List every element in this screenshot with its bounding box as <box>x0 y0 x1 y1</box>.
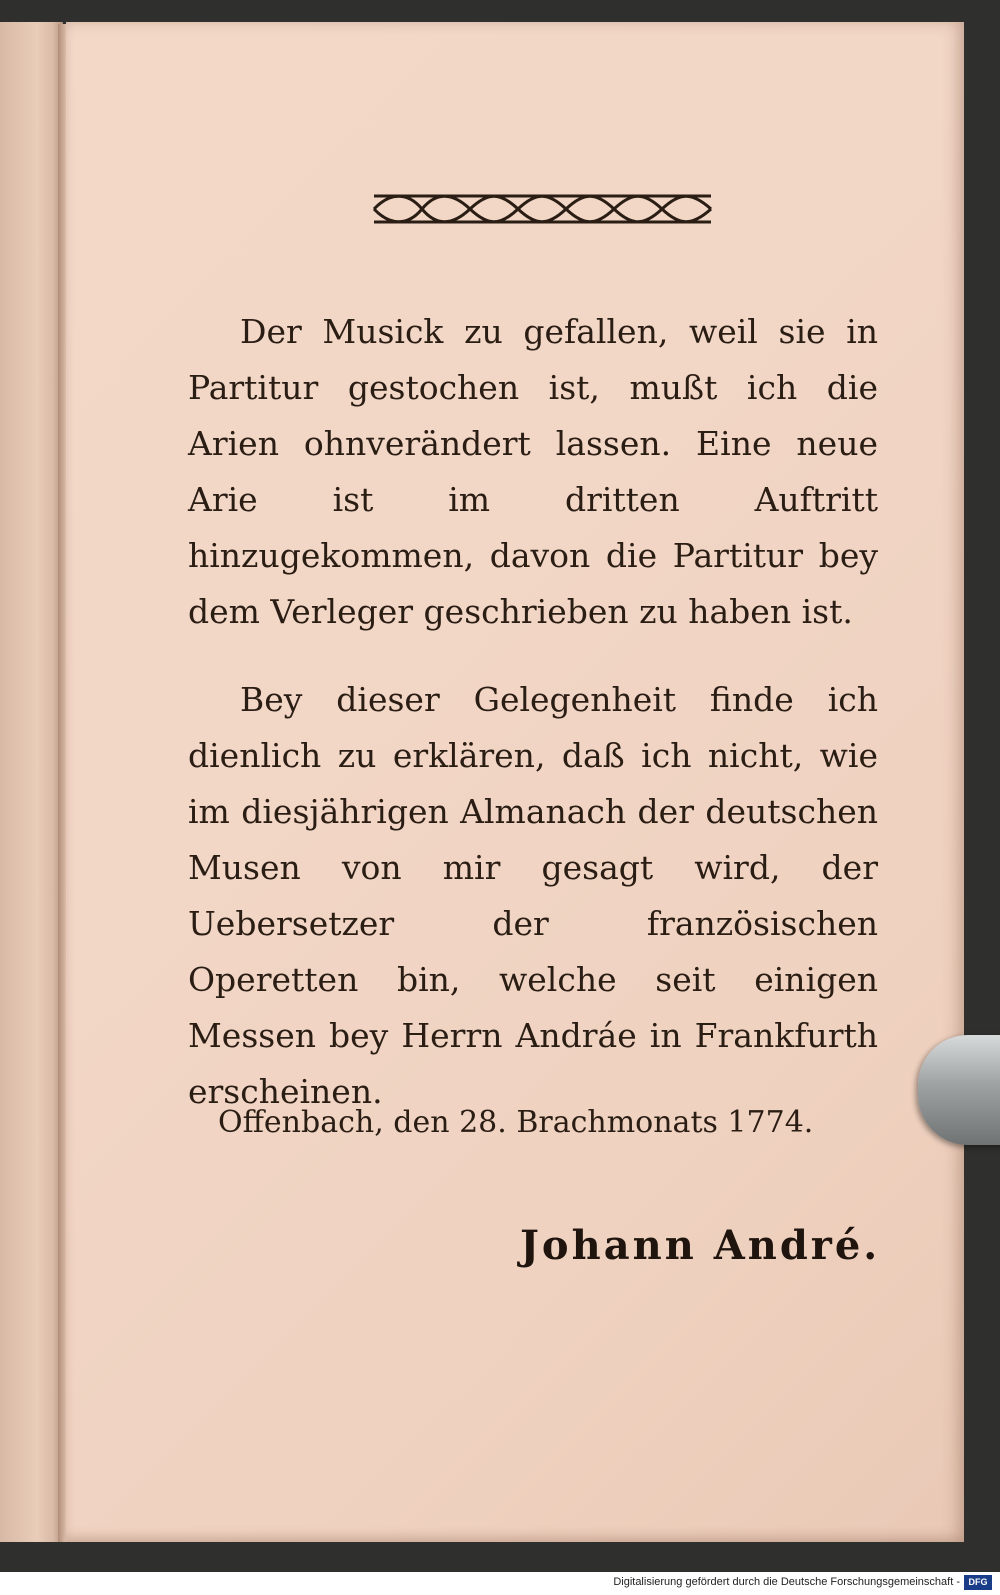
dfg-logo: DFG <box>964 1575 992 1590</box>
footer-credit: Digitalisierung gefördert durch die Deutsche Forschungsgemeinschaft - <box>613 1576 960 1588</box>
paragraph-1: Der Musick zu gefallen, weil sie in Partitur gestochen ist, mußt ich die Arien ohnverändert lassen. Eine neue Arie ist im dritten Auftritt hinzugekommen, davon die Partitur bey dem Verleger geschrieben zu haben ist. <box>188 312 878 631</box>
dateline: Offenbach, den 28. Brachmonats 1774. <box>218 1105 814 1140</box>
footer-bar <box>0 1572 1000 1595</box>
paragraph-2: Bey dieser Gelegenheit finde ich dienlich zu erklären, daß ich nicht, wie im diesjährigen Almanach der deutschen Musen von mir gesagt wird, der Uebersetzer der französischen Operetten bin, welche seit einigen Messen bey Herrn Andráe in Frankfurth erscheinen. <box>188 680 878 1111</box>
page-clip <box>918 1035 1000 1145</box>
left-page-edge <box>0 22 63 1542</box>
signature: Johann André. <box>520 1222 881 1269</box>
ornament-band <box>370 188 715 230</box>
